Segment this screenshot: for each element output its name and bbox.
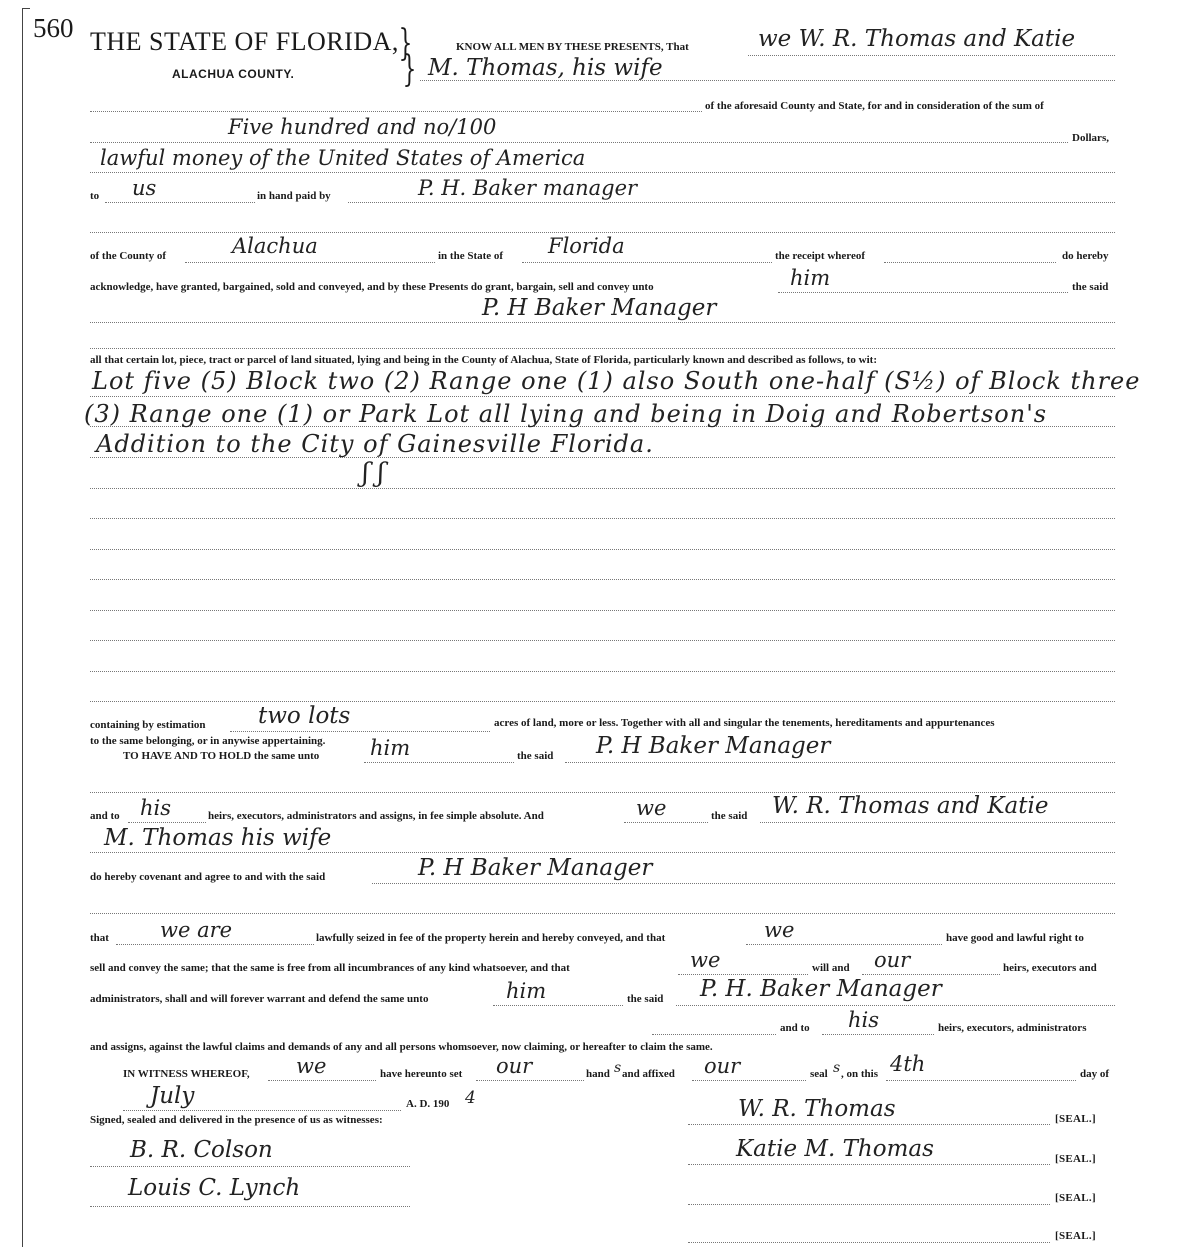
and-that-blank xyxy=(746,944,942,945)
top-border-rule xyxy=(22,8,30,9)
in-the-state-of: in the State of xyxy=(438,250,504,262)
on-this-handwritten: 4th xyxy=(890,1052,926,1076)
and-that-handwritten: we xyxy=(764,918,795,942)
grantee-handwritten: P. H Baker Manager xyxy=(482,295,717,321)
grantors-handwritten-2: M. Thomas, his wife xyxy=(428,55,663,81)
lawfully-seized: lawfully seized in fee of the property herein and hereby conveyed, and that xyxy=(316,932,666,944)
of-the-county-of: of the County of xyxy=(90,250,167,262)
estimation-blank xyxy=(230,731,490,732)
aforesaid-text: of the aforesaid County and State, for and in consideration of the sum of xyxy=(705,100,1044,112)
witness-we-blank xyxy=(268,1080,376,1081)
desc-handwritten-2: (3) Range one (1) or Park Lot all lying and being in Doig and Robertson's xyxy=(84,400,1048,428)
the-said-1: the said xyxy=(1072,281,1109,293)
have-hold-grantee-blank xyxy=(565,762,1115,763)
lawful-money-handwritten: lawful money of the United States of America xyxy=(100,146,586,170)
hand-label: hand xyxy=(586,1068,610,1080)
covenant-blank xyxy=(372,883,1115,884)
and-to-2-lead-blank xyxy=(652,1034,776,1035)
seal-2: [SEAL.] xyxy=(1055,1153,1096,1165)
county-heading: ALACHUA COUNTY. xyxy=(172,67,295,81)
will-and-handwritten: our xyxy=(874,948,911,972)
the-said-4: the said xyxy=(627,993,664,1005)
signature-line-1 xyxy=(688,1124,1050,1125)
month-handwritten: July xyxy=(150,1083,195,1109)
the-said-3: the said xyxy=(711,810,748,822)
signature-line-3 xyxy=(688,1204,1050,1205)
that-label: that xyxy=(90,932,109,944)
blank-line-6 xyxy=(90,579,1115,580)
day-of: day of xyxy=(1080,1068,1110,1080)
county-blank xyxy=(185,262,435,263)
and-affixed-blank xyxy=(692,1080,806,1081)
paid-by-blank xyxy=(348,202,1115,203)
desc-line-1 xyxy=(90,396,1115,397)
heirs-fee-simple: heirs, executors, administrators and assigns, in fee simple absolute. And xyxy=(208,810,544,822)
grantors-handwritten-1: we W. R. Thomas and Katie xyxy=(758,26,1076,52)
desc-handwritten-3: Addition to the City of Gainesville Florida. xyxy=(96,430,654,458)
anno-domini: A. D. 190 xyxy=(406,1098,450,1110)
unto-blank xyxy=(778,292,1068,293)
acres-of-land: acres of land, more or less. Together with all and singular the tenements, hereditaments and appurtenances xyxy=(494,717,995,729)
page-number: 560 xyxy=(33,13,74,43)
have-hold-unto-blank xyxy=(364,762,514,763)
witness-line-2 xyxy=(90,1206,410,1207)
that-blank xyxy=(116,944,314,945)
in-hand-paid-by: in hand paid by xyxy=(257,190,331,202)
blank-line-4 xyxy=(90,518,1115,519)
said-grantors-handwritten-1: W. R. Thomas and Katie xyxy=(772,793,1049,819)
and-to-2-label: and to xyxy=(780,1022,810,1034)
and-we-blank xyxy=(624,822,708,823)
blank-line-7 xyxy=(90,610,1115,611)
on-this-blank xyxy=(886,1080,1076,1081)
and-affixed: and affixed xyxy=(622,1068,675,1080)
sell-we-blank xyxy=(678,974,808,975)
warrant-grantee-handwritten: P. H. Baker Manager xyxy=(700,976,942,1002)
seal-3: [SEAL.] xyxy=(1055,1192,1096,1204)
to-blank xyxy=(105,202,255,203)
said-grantors-handwritten-2: M. Thomas his wife xyxy=(104,825,332,851)
and-to-label: and to xyxy=(90,810,120,822)
dollars-label: Dollars, xyxy=(1072,132,1109,144)
sum-handwritten: Five hundred and no/100 xyxy=(228,115,497,139)
signature-2: Katie M. Thomas xyxy=(736,1136,934,1162)
receipt-blank xyxy=(884,262,1056,263)
containing-label: containing by estimation xyxy=(90,719,206,731)
witness-we-handwritten: we xyxy=(296,1054,327,1078)
warrant-unto-blank xyxy=(493,1005,623,1006)
hand-s-handwritten: s xyxy=(614,1060,622,1076)
estimation-handwritten: two lots xyxy=(258,703,351,729)
good-lawful-right: have good and lawful right to xyxy=(946,932,1084,944)
in-witness-whereof: IN WITNESS WHEREOF, xyxy=(123,1068,250,1080)
covenant-text: do hereby covenant and agree to and with the said xyxy=(90,871,326,883)
covenant-handwritten: P. H Baker Manager xyxy=(418,855,653,881)
signature-1: W. R. Thomas xyxy=(738,1096,896,1122)
lawful-money-blank xyxy=(90,172,1115,173)
year-digit-handwritten: 4 xyxy=(465,1088,476,1108)
seal-4: [SEAL.] xyxy=(1055,1230,1096,1242)
blank-line-9 xyxy=(90,671,1115,672)
on-this: , on this xyxy=(841,1068,878,1080)
same-belonging: to the same belonging, or in anywise appertaining. xyxy=(90,735,326,747)
state-blank xyxy=(522,262,772,263)
hereunto-set-blank xyxy=(476,1080,584,1081)
said-grantors-blank-2 xyxy=(90,852,1115,853)
to-label: to xyxy=(90,190,100,202)
and-we-handwritten: we xyxy=(636,796,667,820)
grantee-blank xyxy=(90,322,1115,323)
left-border-rule xyxy=(22,8,23,1247)
hereunto-set-handwritten: our xyxy=(496,1054,533,1078)
all-that-certain: all that certain lot, piece, tract or parcel of land situated, lying and being in the County of Alachua, State of Florida, particularly known and described as follows, to wit: xyxy=(90,354,878,366)
county-handwritten: Alachua xyxy=(232,234,318,258)
receipt-whereof: the receipt whereof xyxy=(775,250,866,262)
desc-handwritten-1: Lot five (5) Block two (2) Range one (1) also South one-half (S½) of Block three xyxy=(92,367,1141,395)
blank-line-3 xyxy=(90,488,1115,489)
aforesaid-blank xyxy=(90,111,702,112)
header-brace: } xyxy=(398,23,413,64)
warrant-unto-handwritten: him xyxy=(506,979,547,1003)
unto-handwritten: him xyxy=(790,266,831,290)
do-hereby: do hereby xyxy=(1062,250,1109,262)
will-and: will and xyxy=(812,962,850,974)
header-brace-lower: } xyxy=(402,49,417,90)
blank-line-5 xyxy=(90,549,1115,550)
know-all-men: KNOW ALL MEN BY THESE PRESENTS, That xyxy=(456,41,689,53)
blank-line-10 xyxy=(90,701,1115,702)
signature-line-4 xyxy=(688,1242,1050,1243)
blank-line-8 xyxy=(90,640,1115,641)
heirs-exec-admin: heirs, executors, administrators xyxy=(938,1022,1087,1034)
assigns-against: and assigns, against the lawful claims and demands of any and all persons whomsoever, now claiming, or hereafter to claim the same. xyxy=(90,1041,713,1053)
signed-sealed-delivered: Signed, sealed and delivered in the presence of us as witnesses: xyxy=(90,1114,383,1126)
signature-line-2 xyxy=(688,1164,1050,1165)
paid-by-handwritten: P. H. Baker manager xyxy=(418,176,638,200)
warrant-grantee-blank xyxy=(676,1005,1115,1006)
acknowledge-text: acknowledge, have granted, bargained, sold and conveyed, and by these Presents do grant, bargain, sell and convey unto xyxy=(90,281,654,293)
the-said-2: the said xyxy=(517,750,554,762)
and-to-2-blank xyxy=(822,1034,934,1035)
seal-1: [SEAL.] xyxy=(1055,1113,1096,1125)
state-title: THE STATE OF FLORIDA, xyxy=(90,27,399,56)
witness-1: B. R. Colson xyxy=(130,1137,273,1163)
blank-line-1 xyxy=(90,232,1115,233)
blank-line-2 xyxy=(90,348,1115,349)
sell-convey-text: sell and convey the same; that the same is free from all incumbrances of any kind whatsoever, and that xyxy=(90,962,570,974)
sell-we-handwritten: we xyxy=(690,948,721,972)
to-handwritten: us xyxy=(132,176,157,200)
administrators-warrant: administrators, shall and will forever warrant and defend the same unto xyxy=(90,993,429,1005)
that-handwritten: we are xyxy=(160,918,233,942)
have-hold-grantee-handwritten: P. H Baker Manager xyxy=(596,733,831,759)
blank-line-12 xyxy=(90,913,1115,914)
seal-label: seal xyxy=(810,1068,828,1080)
and-to-handwritten: his xyxy=(140,796,172,820)
desc-flourish: ʃ ʃ xyxy=(362,458,385,488)
and-affixed-handwritten: our xyxy=(704,1054,741,1078)
grantors-line-1 xyxy=(748,55,1115,56)
seal-s-handwritten: s xyxy=(833,1060,841,1076)
have-hereunto-set: have hereunto set xyxy=(380,1068,463,1080)
and-to-2-handwritten: his xyxy=(848,1008,880,1032)
witness-line-1 xyxy=(90,1166,410,1167)
will-and-blank xyxy=(862,974,1000,975)
sum-blank xyxy=(90,142,1068,143)
month-blank xyxy=(123,1110,401,1111)
have-hold-unto-handwritten: him xyxy=(370,736,411,760)
said-grantors-blank-1 xyxy=(760,822,1115,823)
state-handwritten: Florida xyxy=(548,234,625,258)
heirs-executors-and: heirs, executors and xyxy=(1003,962,1097,974)
witness-2: Louis C. Lynch xyxy=(128,1175,301,1201)
and-to-blank xyxy=(128,822,206,823)
to-have-and-to-hold: TO HAVE AND TO HOLD the same unto xyxy=(123,750,320,762)
